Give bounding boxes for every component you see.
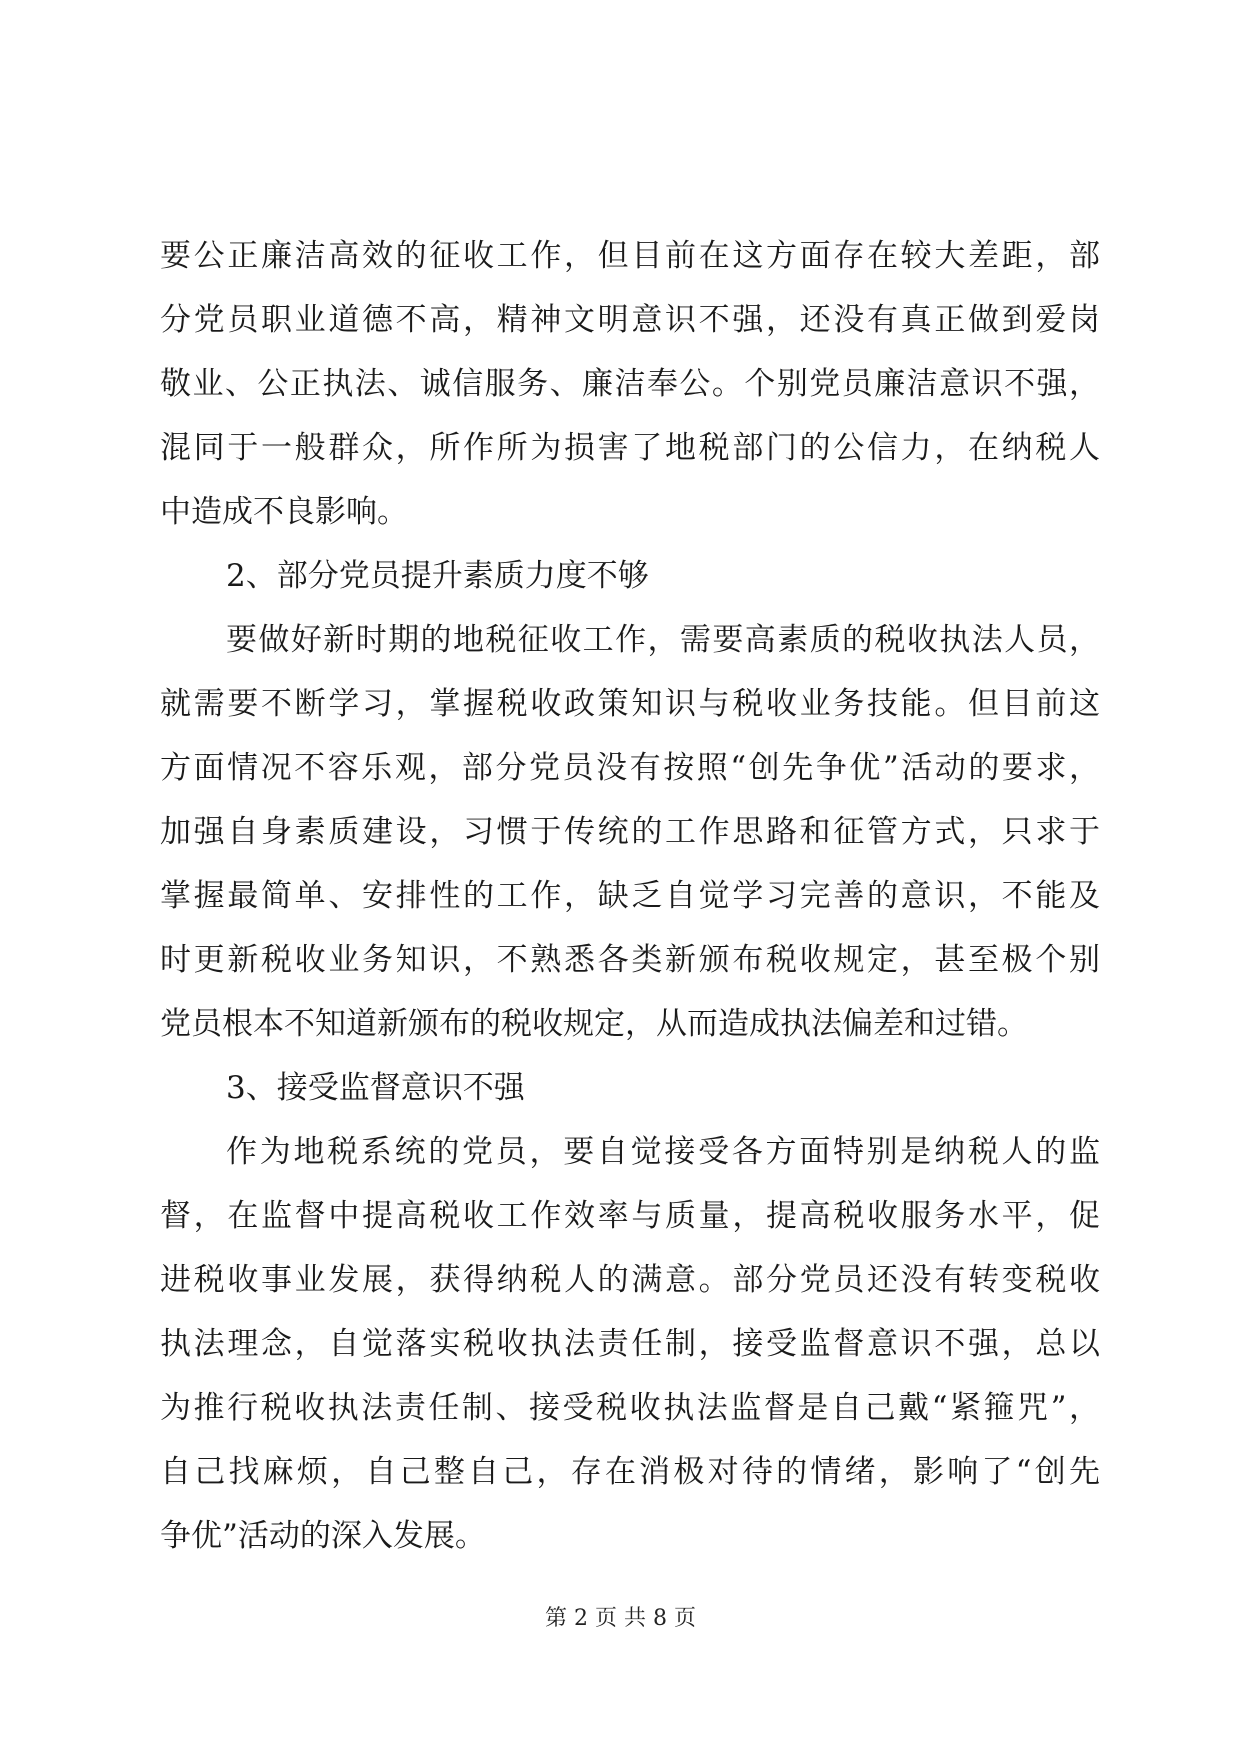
text-line: 中造成不良影响。 bbox=[160, 494, 408, 530]
text-line: 要做好新时期的地税征收工作，需要高素质的税收执法人员， bbox=[226, 622, 1100, 658]
text-line: 加强自身素质建设，习惯于传统的工作思路和征管方式，只求于 bbox=[160, 814, 1100, 850]
text-line: 就需要不断学习，掌握税收政策知识与税收业务技能。但目前这 bbox=[160, 686, 1100, 722]
text-line: 督，在监督中提高税收工作效率与质量，提高税收服务水平，促 bbox=[160, 1198, 1100, 1234]
text-line: 作为地税系统的党员，要自觉接受各方面特别是纳税人的监 bbox=[226, 1134, 1100, 1170]
text-line: 掌握最简单、安排性的工作，缺乏自觉学习完善的意识，不能及 bbox=[160, 878, 1100, 914]
section-heading-2: 2、部分党员提升素质力度不够 bbox=[226, 558, 649, 594]
paragraph-3 bbox=[160, 1120, 1100, 1568]
text-line: 分党员职业道德不高，精神文明意识不强，还没有真正做到爱岗 bbox=[160, 302, 1100, 338]
text-line: 方面情况不容乐观，部分党员没有按照“创先争优”活动的要求， bbox=[160, 750, 1100, 786]
text-line: 为推行税收执法责任制、接受税收执法监督是自己戴“紧箍咒”， bbox=[160, 1390, 1100, 1426]
text-line: 进税收事业发展，获得纳税人的满意。部分党员还没有转变税收 bbox=[160, 1262, 1100, 1298]
text-line: 时更新税收业务知识，不熟悉各类新颁布税收规定，甚至极个别 bbox=[160, 942, 1100, 978]
section-heading-3: 3、接受监督意识不强 bbox=[226, 1070, 525, 1106]
paragraph-1 bbox=[160, 224, 1100, 544]
text-line: 党员根本不知道新颁布的税收规定，从而造成执法偏差和过错。 bbox=[160, 1006, 1028, 1042]
text-line: 自己找麻烦，自己整自己，存在消极对待的情绪，影响了“创先 bbox=[160, 1454, 1100, 1490]
page-number-footer: 第 2 页 共 8 页 bbox=[545, 1606, 696, 1631]
text-line: 混同于一般群众，所作所为损害了地税部门的公信力，在纳税人 bbox=[160, 430, 1100, 466]
text-line: 要公正廉洁高效的征收工作，但目前在这方面存在较大差距，部 bbox=[160, 238, 1100, 274]
text-line: 争优”活动的深入发展。 bbox=[160, 1518, 486, 1554]
text-line: 敬业、公正执法、诚信服务、廉洁奉公。个别党员廉洁意识不强， bbox=[160, 366, 1100, 402]
paragraph-2 bbox=[160, 608, 1100, 1056]
document-body bbox=[160, 224, 1100, 1568]
text-line: 执法理念，自觉落实税收执法责任制，接受监督意识不强，总以 bbox=[160, 1326, 1100, 1362]
